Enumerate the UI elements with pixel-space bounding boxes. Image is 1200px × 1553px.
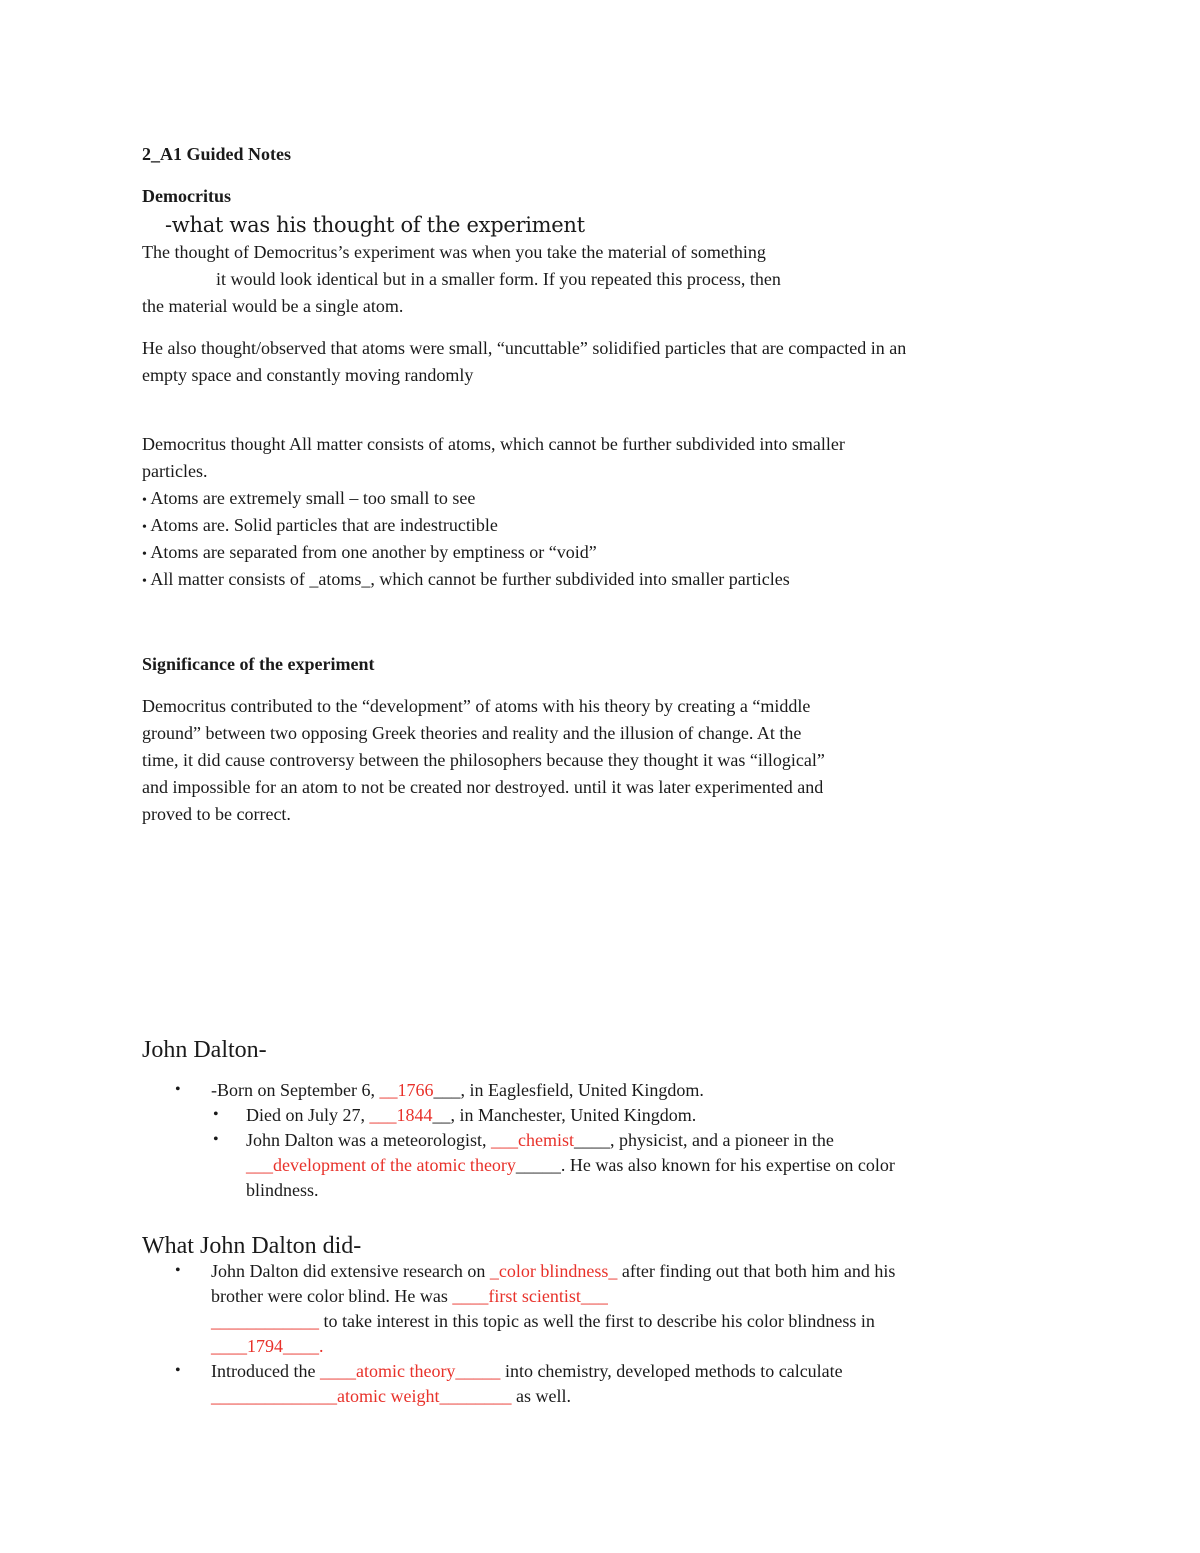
dalton-meteorologist-line [246, 1128, 834, 1153]
democritus-para2-line1: He also thought/observed that atoms were small, “uncuttable” solidified particles that are compacted in an [142, 338, 907, 358]
static-text: Died on July 27, [246, 1105, 370, 1125]
significance-line-2: ground” between two opposing Greek theories and reality and the illusion of change. At the [142, 723, 802, 743]
answer-text: ____first scientist___ [452, 1286, 608, 1306]
bullet-icon: • [142, 520, 147, 535]
dalton-did-interest-line [211, 1309, 875, 1334]
static-text: John Dalton did extensive research on [211, 1261, 490, 1281]
democritus-bullet-4 [142, 566, 790, 595]
democritus-bullet-1 [142, 485, 475, 514]
bullet-icon: • [213, 1131, 219, 1148]
static-text: __, in Manchester, United Kingdom. [432, 1105, 697, 1125]
answer-text: ______________atomic weight________ [211, 1386, 512, 1406]
dalton-did-heading: What John Dalton did- [142, 1233, 362, 1259]
significance-line-5: proved to be correct. [142, 804, 291, 824]
democritus-para1-line2: it would look identical but in a smaller form. If you repeated this process, then [216, 269, 781, 289]
bullet-icon: • [175, 1362, 181, 1379]
dalton-heading: John Dalton- [142, 1037, 267, 1063]
static-text: . [319, 1336, 324, 1356]
bullet-icon: • [142, 574, 147, 589]
static-text: brother were color blind. He was [211, 1286, 453, 1306]
democritus-heading: Democritus [142, 186, 231, 206]
answer-text: __1766 [379, 1080, 434, 1100]
dalton-did-year-line [211, 1334, 324, 1359]
static-text: -Born on September 6, [211, 1080, 380, 1100]
democritus-para3-line2: particles. [142, 461, 208, 481]
dalton-died-line [246, 1103, 696, 1128]
democritus-para1-line3: the material would be a single atom. [142, 296, 404, 316]
static-text: Introduced the [211, 1361, 320, 1381]
answer-text: ___1844 [369, 1105, 433, 1125]
democritus-para2-line2: empty space and constantly moving randomly [142, 365, 474, 385]
significance-heading: Significance of the experiment [142, 654, 375, 674]
static-text: into chemistry, developed methods to calculate [500, 1361, 843, 1381]
list-item: Atoms are separated from one another by emptiness or “void” [150, 542, 597, 562]
static-text: after finding out that both him and his [617, 1261, 896, 1281]
bullet-icon: • [175, 1081, 181, 1098]
significance-line-3: time, it did cause controversy between the philosophers because they thought it was “illogical” [142, 750, 825, 770]
dalton-did-atomic-theory-line [211, 1359, 843, 1384]
dalton-development-line [246, 1153, 895, 1178]
answer-text: ___development of the atomic theory [246, 1155, 516, 1175]
democritus-bullet-2 [142, 512, 498, 541]
static-text: ___, in Eaglesfield, United Kingdom. [433, 1080, 704, 1100]
static-text: John Dalton was a meteorologist, [246, 1130, 491, 1150]
significance-line-4: and impossible for an atom to not be created nor destroyed. until it was later experimented and [142, 777, 824, 797]
bullet-icon: • [175, 1262, 181, 1279]
democritus-bullet-3 [142, 539, 597, 568]
static-text: to take interest in this topic as well the first to describe his color blindness in [319, 1311, 875, 1331]
significance-line-1: Democritus contributed to the “development” of atoms with his theory by creating a “middle [142, 696, 811, 716]
democritus-para3-line1: Democritus thought All matter consists of atoms, which cannot be further subdivided into smaller [142, 434, 845, 454]
list-item: Atoms are extremely small – too small to see [150, 488, 476, 508]
answer-text: ____1794____ [211, 1336, 319, 1356]
bullet-icon: • [142, 493, 147, 508]
answer-text: _color blindness_ [489, 1261, 618, 1281]
answer-text: ____________ [211, 1311, 319, 1331]
answer-text: ____atomic theory_____ [319, 1361, 501, 1381]
static-text: _____. He was also known for his expertise on color [515, 1155, 895, 1175]
static-text: as well. [511, 1386, 571, 1406]
list-item: Atoms are. Solid particles that are indestructible [150, 515, 498, 535]
democritus-para1-line1: The thought of Democritus’s experiment was when you take the material of something [142, 242, 766, 262]
list-item: All matter consists of _atoms_, which cannot be further subdivided into smaller particles [150, 569, 790, 589]
dalton-did-atomic-weight-line [211, 1384, 571, 1409]
dalton-did-colorblind-line [211, 1259, 895, 1284]
bullet-icon: • [142, 547, 147, 562]
dalton-did-first-scientist-line [211, 1284, 608, 1309]
document-title: 2_A1 Guided Notes [142, 144, 292, 164]
bullet-icon: • [213, 1106, 219, 1123]
dalton-born-line [211, 1078, 704, 1103]
static-text: ____, physicist, and a pioneer in the [573, 1130, 834, 1150]
democritus-question: -what was his thought of the experiment [165, 213, 585, 237]
answer-text: ___chemist [490, 1130, 574, 1150]
dalton-blindness-line: blindness. [246, 1180, 319, 1200]
